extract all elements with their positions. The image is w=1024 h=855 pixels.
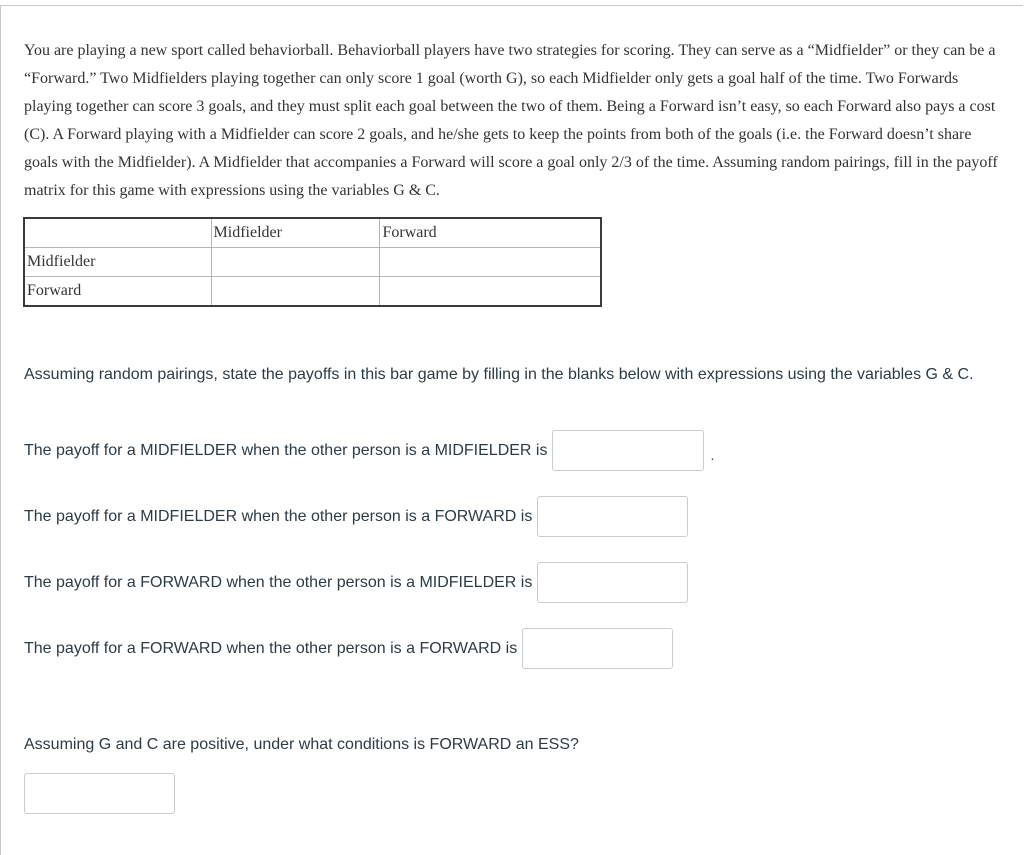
matrix-col-header-midfielder: Midfielder bbox=[211, 218, 380, 248]
answer-input-2[interactable] bbox=[537, 496, 688, 537]
matrix-col-header-forward: Forward bbox=[380, 218, 601, 248]
question-3-text: The payoff for a FORWARD when the other person is a MIDFIELDER is bbox=[24, 573, 533, 591]
matrix-row-forward bbox=[24, 277, 601, 307]
matrix-cell-forward-forward[interactable] bbox=[380, 277, 601, 307]
question-1-period: . bbox=[710, 446, 715, 463]
answer-input-1[interactable] bbox=[552, 430, 704, 471]
answer-input-4[interactable] bbox=[522, 628, 673, 669]
matrix-cell-forward-midfielder[interactable] bbox=[211, 277, 380, 307]
matrix-row-header-forward: Forward bbox=[24, 277, 211, 307]
problem-text: You are playing a new sport called behaviorball. Behaviorball players have two strategies for scoring. They can serve as a “Midfielder” or they can be a “Forward.” Two Midfielders playing together can only score 1 goal (worth G), so each Midfielder only gets a goal half of the time. Two Forwards playing together can score 3 goals, and they must split each goal between the two of them. Being a Forward isn’t easy, so each Forward also pays a cost (C). A Forward playing with a Midfielder can score 2 goals, and he/she gets to keep the points from both of the goals (i.e. the Forward doesn’t share goals with the Midfielder). A Midfielder that accompanies a Forward will score a goal only 2/3 of the time. Assuming random pairings, fill in the payoff matrix for this game with expressions using the variables G & C. bbox=[24, 42, 998, 199]
question-4-text: The payoff for a FORWARD when the other person is a FORWARD is bbox=[24, 639, 518, 657]
question-row-4 bbox=[24, 628, 673, 669]
matrix-row-header-midfielder: Midfielder bbox=[24, 248, 211, 277]
matrix-header-row bbox=[24, 218, 601, 248]
question-row-3 bbox=[24, 562, 688, 603]
matrix-cell-midfielder-forward[interactable] bbox=[380, 248, 601, 277]
question-1-text: The payoff for a MIDFIELDER when the other person is a MIDFIELDER is bbox=[24, 441, 548, 459]
answer-input-3[interactable] bbox=[537, 562, 688, 603]
matrix-corner-cell bbox=[24, 218, 211, 248]
question-2-text: The payoff for a MIDFIELDER when the other person is a FORWARD is bbox=[24, 507, 533, 525]
question-row-2 bbox=[24, 496, 688, 537]
question-row-1 bbox=[24, 430, 714, 471]
ess-answer-input[interactable] bbox=[24, 773, 175, 814]
matrix-cell-midfielder-midfielder[interactable] bbox=[211, 248, 380, 277]
ess-question-text: Assuming G and C are positive, under what conditions is FORWARD an ESS? bbox=[24, 736, 579, 753]
instructions-text: Assuming random pairings, state the payoffs in this bar game by filling in the blanks below with expressions using the variables G & C. bbox=[24, 366, 974, 383]
payoff-matrix bbox=[23, 217, 602, 307]
matrix-row-midfielder bbox=[24, 248, 601, 277]
